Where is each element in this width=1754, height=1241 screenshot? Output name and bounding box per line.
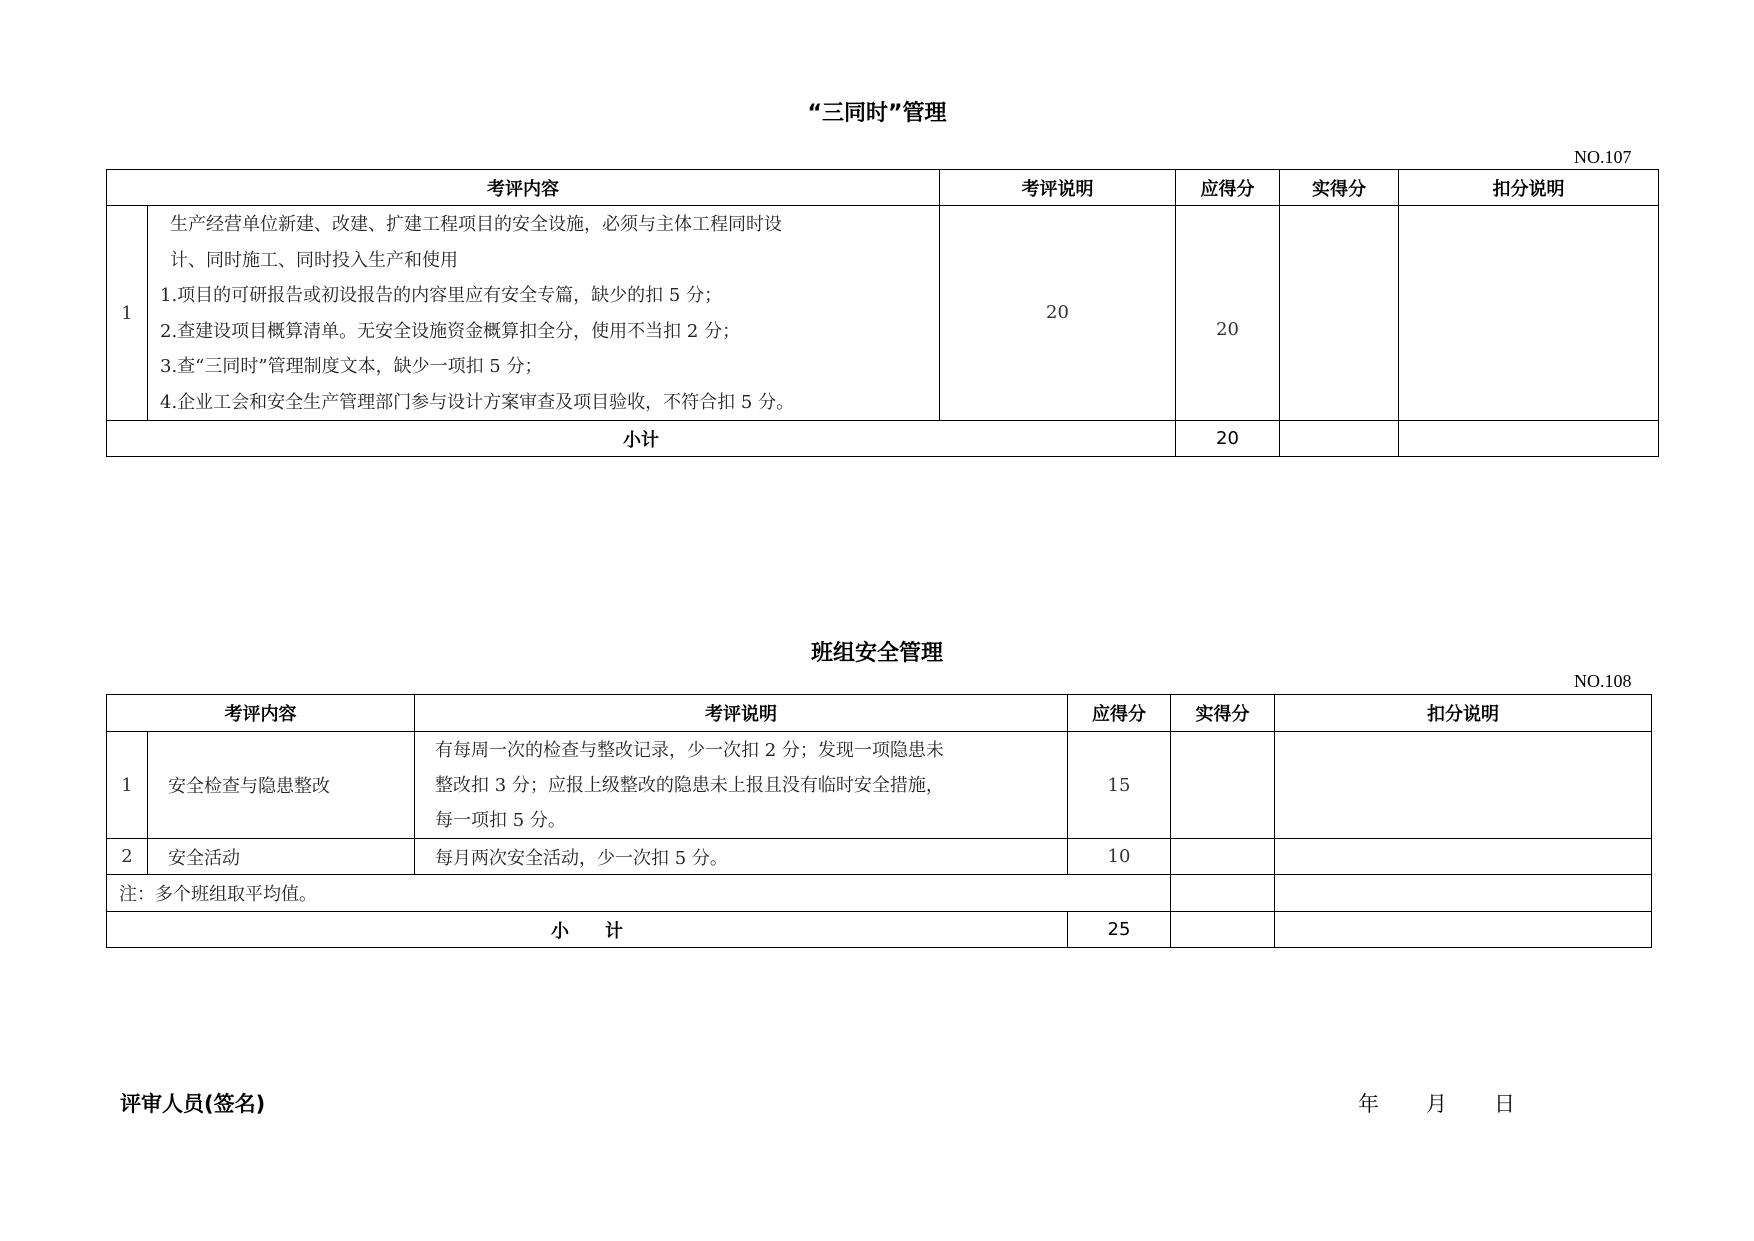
row-deduction-note bbox=[1399, 206, 1659, 421]
content-line: 生产经营单位新建、改建、扩建工程项目的安全设施，必须与主体工程同时设 bbox=[170, 214, 782, 235]
section2-note-row bbox=[107, 875, 1652, 912]
content-line: 计、同时施工、同时投入生产和使用 bbox=[170, 249, 458, 271]
row-explanation bbox=[415, 839, 1068, 875]
table-row bbox=[107, 206, 1659, 421]
section2-subtotal-row bbox=[107, 912, 1652, 948]
header-full-score: 应得分 bbox=[1176, 170, 1280, 206]
date-day-label: 日 bbox=[1494, 1092, 1515, 1116]
content-line: 4.企业工会和安全生产管理部门参与设计方案审查及项目验收，不符合扣 5 分。 bbox=[160, 391, 795, 413]
row-item: 安全活动 bbox=[148, 839, 415, 875]
section1-table bbox=[106, 169, 1659, 457]
header-deduction-note: 扣分说明 bbox=[1275, 695, 1652, 732]
section1-title: “三同时”管理 bbox=[807, 101, 947, 126]
row-full-score: 10 bbox=[1068, 839, 1171, 875]
reviewer-signature-label: 评审人员(签名) bbox=[120, 1092, 266, 1116]
row-deduction-note bbox=[1275, 732, 1652, 839]
row-full-score: 15 bbox=[1068, 732, 1171, 839]
header-explanation: 考评说明 bbox=[415, 695, 1068, 732]
subtotal-note bbox=[1275, 912, 1652, 948]
section1-doc-number: NO.107 bbox=[1574, 147, 1632, 167]
header-actual-score: 实得分 bbox=[1280, 170, 1399, 206]
subtotal-value: 20 bbox=[1176, 421, 1280, 457]
subtotal-actual bbox=[1171, 912, 1275, 948]
header-content: 考评内容 bbox=[107, 170, 940, 206]
section2-header-row bbox=[107, 695, 1652, 732]
row-explanation-value: 20 bbox=[940, 206, 1176, 421]
row-item: 安全检查与隐患整改 bbox=[148, 732, 415, 839]
row-actual-score bbox=[1171, 839, 1275, 875]
table-row bbox=[107, 732, 1652, 839]
section2-doc-number: NO.108 bbox=[1574, 671, 1632, 691]
row-explanation bbox=[415, 732, 1068, 839]
subtotal-value: 25 bbox=[1068, 912, 1171, 948]
header-content: 考评内容 bbox=[107, 695, 415, 732]
explanation-line: 每一项扣 5 分。 bbox=[435, 809, 566, 831]
explanation-line: 整改扣 3 分；应报上级整改的隐患未上报且没有临时安全措施， bbox=[435, 774, 944, 796]
header-explanation: 考评说明 bbox=[940, 170, 1176, 206]
row-index: 2 bbox=[107, 839, 148, 875]
section2-title: 班组安全管理 bbox=[810, 641, 943, 666]
table-note: 注：多个班组取平均值。 bbox=[107, 875, 1171, 912]
header-actual-score: 实得分 bbox=[1171, 695, 1275, 732]
section2-table bbox=[106, 694, 1652, 948]
content-line: 2.查建设项目概算清单。无安全设施资金概算扣全分，使用不当扣 2 分； bbox=[160, 320, 741, 342]
content-line: 1.项目的可研报告或初设报告的内容里应有安全专篇，缺少的扣 5 分； bbox=[160, 285, 723, 306]
row-actual-score bbox=[1171, 732, 1275, 839]
header-full-score: 应得分 bbox=[1068, 695, 1171, 732]
subtotal-note bbox=[1399, 421, 1659, 457]
row-full-score: 20 bbox=[1176, 206, 1280, 421]
date-month-label: 月 bbox=[1426, 1092, 1447, 1116]
table-row bbox=[107, 839, 1652, 875]
row-index: 1 bbox=[107, 732, 148, 839]
subtotal-label: 小计 bbox=[107, 421, 1176, 457]
note-deduction bbox=[1275, 875, 1652, 912]
row-content bbox=[148, 206, 940, 421]
date-year-label: 年 bbox=[1358, 1092, 1379, 1116]
content-line: 3.查“三同时”管理制度文本，缺少一项扣 5 分； bbox=[160, 356, 543, 377]
header-deduction-note: 扣分说明 bbox=[1399, 170, 1659, 206]
row-index: 1 bbox=[107, 206, 148, 421]
subtotal-actual bbox=[1280, 421, 1399, 457]
row-actual-score bbox=[1280, 206, 1399, 421]
subtotal-label: 小 计 bbox=[107, 912, 1068, 948]
section1-header-row bbox=[107, 170, 1659, 206]
note-actual bbox=[1171, 875, 1275, 912]
section1-subtotal-row bbox=[107, 421, 1659, 457]
explanation-line: 每月两次安全活动，少一次扣 5 分。 bbox=[435, 847, 728, 869]
explanation-line: 有每周一次的检查与整改记录，少一次扣 2 分；发现一项隐患未 bbox=[435, 739, 944, 761]
row-deduction-note bbox=[1275, 839, 1652, 875]
